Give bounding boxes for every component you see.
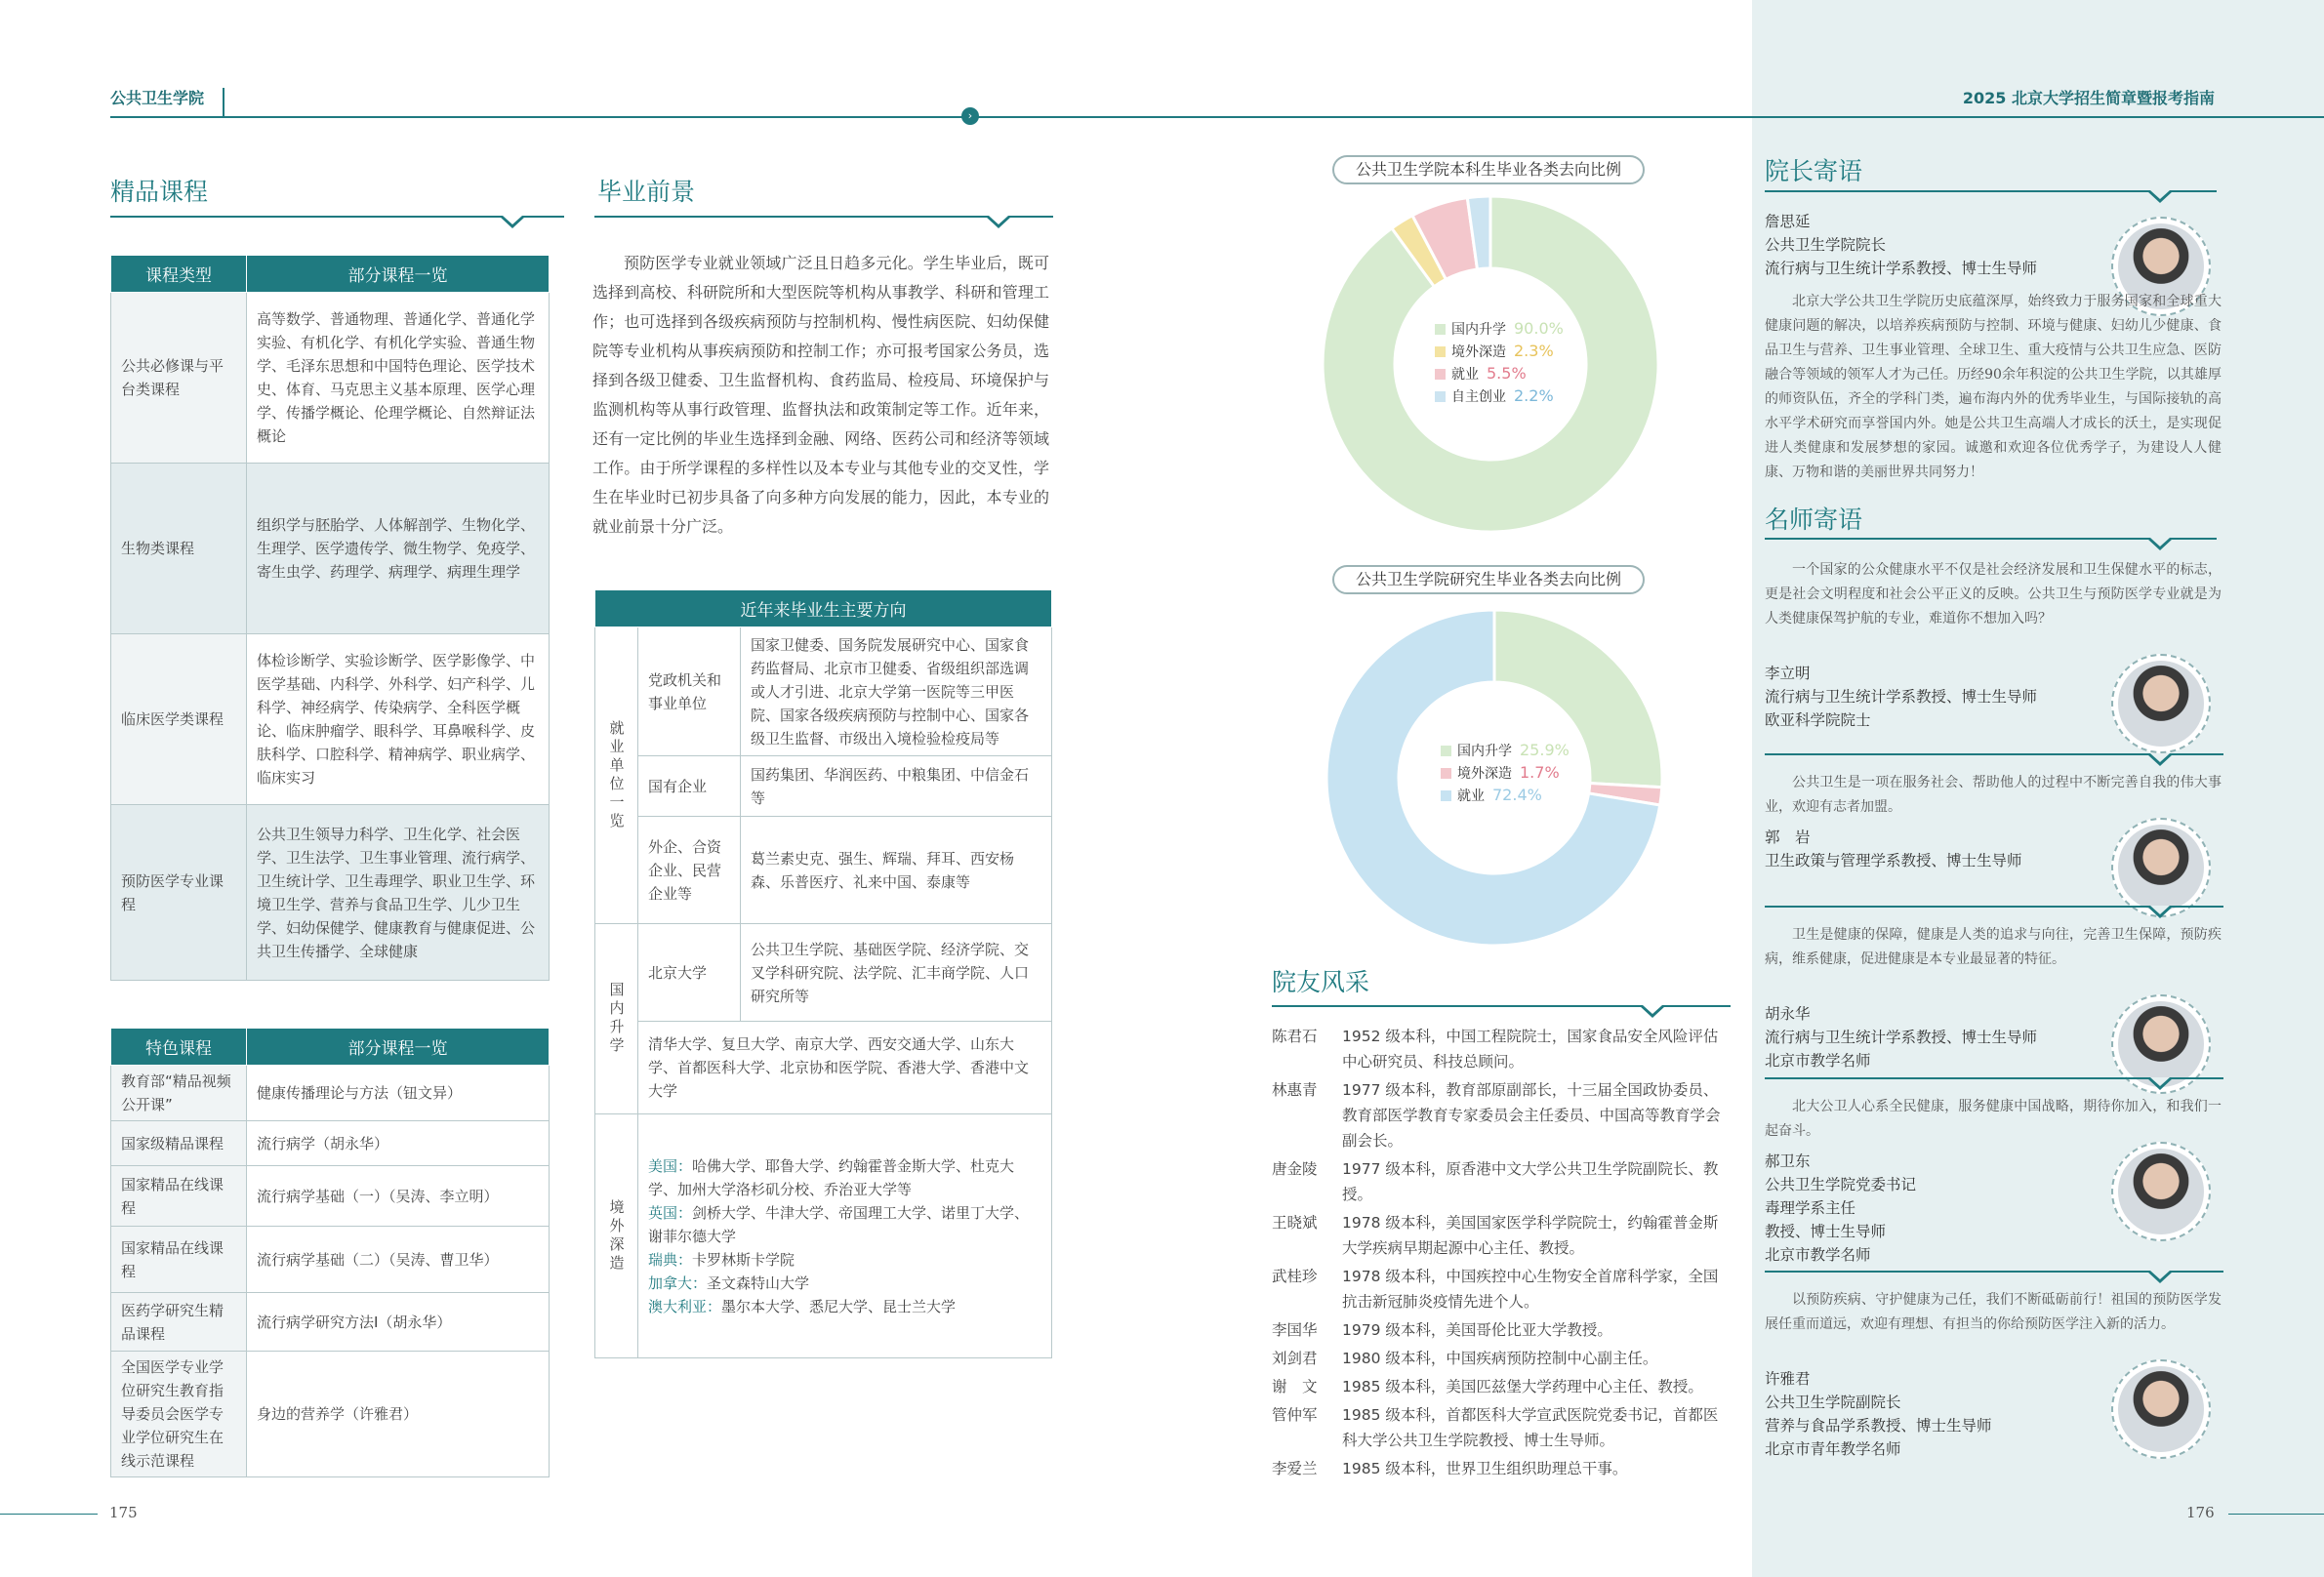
teacher-title: 公共卫生学院副院长 bbox=[1765, 1394, 1901, 1411]
legend-label: 自主创业 bbox=[1451, 389, 1506, 405]
table-row bbox=[111, 1227, 550, 1293]
featured-course-list: 身边的营养学（许雅君） bbox=[247, 1352, 550, 1477]
section-rule bbox=[594, 216, 1053, 218]
table-header: 特色课程 bbox=[111, 1029, 247, 1066]
course-list: 组织学与胚胎学、人体解剖学、生物化学、生理学、医学遗传学、微生物学、免疫学、寄生虫学、药理学、病理学、病理生理学 bbox=[247, 464, 550, 634]
alumni-list bbox=[1272, 1024, 1731, 1484]
alumni-row bbox=[1272, 1374, 1731, 1399]
legend-value: 1.7% bbox=[1520, 763, 1560, 782]
country-label: 美国： bbox=[648, 1156, 693, 1175]
direction-detail: 清华大学、复旦大学、南京大学、西安交通大学、山东大学、首都医科大学、北京协和医学院、香港大学、香港中文大学 bbox=[638, 1022, 1052, 1114]
direction-subcategory: 北京大学 bbox=[638, 924, 741, 1022]
teacher-avatar bbox=[2111, 654, 2211, 753]
alumni-name: 陈君石 bbox=[1272, 1028, 1318, 1045]
alumni-name: 李国华 bbox=[1272, 1321, 1318, 1339]
featured-course-category: 医药学研究生精品课程 bbox=[111, 1293, 247, 1352]
teacher-info bbox=[1765, 662, 2037, 732]
legend-value: 2.3% bbox=[1514, 342, 1554, 360]
page-number-right: 176 bbox=[2186, 1504, 2215, 1521]
teacher-title: 北京市教学名师 bbox=[1765, 1246, 1871, 1264]
table-row bbox=[595, 756, 1052, 817]
notch-decoration bbox=[1640, 1006, 1665, 1018]
notch-decoration bbox=[2147, 539, 2173, 550]
alumni-name: 唐金陵 bbox=[1272, 1160, 1318, 1178]
footer-rule bbox=[2228, 1514, 2324, 1515]
direction-category: 境外深造 bbox=[595, 1114, 638, 1358]
section-title-courses: 精品课程 bbox=[110, 178, 209, 206]
legend-swatch bbox=[1441, 790, 1451, 801]
legend-swatch bbox=[1435, 391, 1446, 402]
direction-category: 国内升学 bbox=[595, 924, 638, 1114]
alumni-name: 刘剑君 bbox=[1272, 1350, 1318, 1367]
featured-course-category: 国家精品在线课程 bbox=[111, 1166, 247, 1227]
chart-title: 公共卫生学院研究生毕业各类去向比例 bbox=[1332, 565, 1645, 594]
featured-course-category: 国家级精品课程 bbox=[111, 1121, 247, 1166]
table-row bbox=[595, 627, 1052, 756]
alumni-description: 1977 级本科，原香港中文大学公共卫生学院副院长、教授。 bbox=[1342, 1160, 1719, 1203]
legend-item bbox=[1435, 318, 1564, 341]
teacher-quote: 一个国家的公众健康水平不仅是社会经济发展和卫生保健水平的标志，更是社会文明程度和社会公平正义的反映。公共卫生与预防医学专业就是为人类健康保驾护航的专业，难道你不想加入吗？ bbox=[1765, 562, 2222, 627]
direction-category: 就业单位一览 bbox=[595, 627, 638, 924]
table-row bbox=[595, 1022, 1052, 1114]
teacher-title: 流行病与卫生统计学系教授、博士生导师 bbox=[1765, 688, 2038, 706]
alumni-description: 1978 级本科，中国疾控中心生物安全首席科学家，全国抗击新冠肺炎疫情先进个人。 bbox=[1342, 1268, 1719, 1311]
country-label: 瑞典： bbox=[648, 1250, 693, 1269]
featured-course-list: 健康传播理论与方法（钮文异） bbox=[247, 1066, 550, 1121]
legend-item bbox=[1435, 363, 1564, 385]
course-category: 临床医学类课程 bbox=[111, 634, 247, 805]
header-school-name: 公共卫生学院 bbox=[110, 89, 205, 107]
section-rule bbox=[110, 216, 564, 218]
table-row bbox=[595, 817, 1052, 924]
university-list: 墨尔本大学、悉尼大学、昆士兰大学 bbox=[721, 1297, 957, 1315]
teacher-title: 毒理学系主任 bbox=[1765, 1199, 1856, 1217]
teacher-avatar bbox=[2111, 1359, 2211, 1459]
featured-course-list: 流行病学（胡永华） bbox=[247, 1121, 550, 1166]
legend-swatch bbox=[1435, 324, 1446, 335]
alumni-description: 1952 级本科，中国工程院院士，国家食品安全风险评估中心研究员、科技总顾问。 bbox=[1342, 1028, 1719, 1071]
course-category: 生物类课程 bbox=[111, 464, 247, 634]
direction-detail: 葛兰素史克、强生、辉瑞、拜耳、西安杨森、乐普医疗、礼来中国、泰康等 bbox=[741, 817, 1052, 924]
alumni-row bbox=[1272, 1024, 1731, 1074]
alumni-description: 1979 级本科，美国哥伦比亚大学教授。 bbox=[1342, 1321, 1612, 1339]
legend-label: 国内升学 bbox=[1451, 322, 1506, 338]
legend-value: 2.2% bbox=[1514, 386, 1554, 405]
table-row bbox=[111, 293, 550, 464]
table-row bbox=[111, 1066, 550, 1121]
featured-course-list: 流行病学研究方法I（胡永华） bbox=[247, 1293, 550, 1352]
teacher-info bbox=[1765, 826, 2022, 872]
header-guide-title: 2025 北京大学招生简章暨报考指南 bbox=[1962, 89, 2215, 107]
direction-subcategory: 外企、合资企业、民营企业等 bbox=[638, 817, 741, 924]
prospect-paragraph: 预防医学专业就业领域广泛且日趋多元化。学生毕业后，既可选择到高校、科研院所和大型医院等机构从事教学、科研和管理工作；也可选择到各级疾病预防与控制机构、慢性病医院、妇幼保健院等专业机构从事疾病预防和控制工作；亦可报考国家公务员，选择到各级卫健委、卫生监督机构、食药监局、检疫局、环境保护与监测机构等从事行政管理、监督执法和政策制定等工作。近年来，还有一定比例的毕业生选择到金融、网络、医药公司和经济等领域工作。由于所学课程的多样性以及本专业与其他专业的交叉性，学生在毕业时已初步具备了向多种方向发展的能力，因此，本专业的就业前景十分广泛。 bbox=[592, 254, 1049, 536]
abroad-line bbox=[648, 1154, 1041, 1201]
teacher-title: 营养与食品学系教授、博士生导师 bbox=[1765, 1417, 1992, 1435]
courses-table bbox=[110, 255, 550, 981]
header-rule bbox=[110, 116, 2324, 118]
course-list: 公共卫生领导力科学、卫生化学、社会医学、卫生法学、卫生事业管理、流行病学、卫生统计学、卫生毒理学、职业卫生学、环境卫生学、营养与食品卫生学、儿少卫生学、妇幼保健学、健康教育与健康促进、公共卫生传播学、全球健康 bbox=[247, 805, 550, 981]
teacher-title: 欧亚科学院院士 bbox=[1765, 711, 1871, 729]
teacher-title: 北京市青年教学名师 bbox=[1765, 1440, 1901, 1458]
teacher-name: 胡永华 bbox=[1765, 1005, 1811, 1023]
legend-label: 就业 bbox=[1457, 788, 1485, 804]
chevron-right-icon: › bbox=[961, 107, 979, 125]
teacher-title: 北京市教学名师 bbox=[1765, 1052, 1871, 1070]
notch-decoration bbox=[986, 217, 1011, 228]
section-title-prospect: 毕业前景 bbox=[597, 178, 696, 206]
featured-course-category: 国家精品在线课程 bbox=[111, 1227, 247, 1293]
course-category: 预防医学专业课程 bbox=[111, 805, 247, 981]
legend-value: 72.4% bbox=[1492, 786, 1542, 804]
teacher-quote: 以预防疾病、守护健康为己任，我们不断砥砺前行！祖国的预防医学发展任重而道远，欢迎有理想、有担当的你给预防医学注入新的活力。 bbox=[1765, 1292, 2222, 1332]
table-header: 部分课程一览 bbox=[247, 256, 550, 293]
legend-label: 境外深造 bbox=[1457, 766, 1512, 782]
featured-courses-table bbox=[110, 1028, 550, 1477]
dean-message: 北京大学公共卫生学院历史底蕴深厚，始终致力于服务国家和全球重大健康问题的解决，以培养疾病预防与控制、环境与健康、妇幼儿少健康、食品卫生与营养、卫生事业管理、全球卫生、重大疫情与公共卫生应急、医防融合等领域的领军人才为己任。历经90余年积淀的公共卫生学院，以其雄厚的师资队伍，齐全的学科门类，遍布海内外的优秀毕业生，与国际接轨的高水平学术研究而享誉国内外。她是公共卫生高端人才成长的沃土，是实现促进人类健康和发展梦想的家园。诚邀和欢迎各位优秀学子，为建设人人健康、万物和谐的美丽世界共同努力！ bbox=[1765, 294, 2222, 480]
alumni-row bbox=[1272, 1156, 1731, 1207]
country-label: 加拿大： bbox=[648, 1274, 708, 1292]
alumni-row bbox=[1272, 1077, 1731, 1153]
notch-decoration bbox=[500, 217, 525, 228]
table-header: 部分课程一览 bbox=[247, 1029, 550, 1066]
legend-item bbox=[1435, 385, 1564, 408]
header-divider bbox=[223, 88, 224, 117]
alumni-name: 王晓斌 bbox=[1272, 1214, 1318, 1232]
alumni-name: 李爱兰 bbox=[1272, 1460, 1318, 1477]
alumni-description: 1985 级本科，首都医科大学宣武医院党委书记，首都医科大学公共卫生学院教授、博士生导师。 bbox=[1342, 1406, 1719, 1449]
footer-rule bbox=[0, 1514, 98, 1515]
alumni-row bbox=[1272, 1317, 1731, 1343]
teacher-title: 教授、博士生导师 bbox=[1765, 1223, 1887, 1240]
table-row bbox=[111, 634, 550, 805]
notch-decoration bbox=[2147, 1272, 2173, 1283]
alumni-name: 林惠青 bbox=[1272, 1081, 1318, 1099]
teacher-name: 李立明 bbox=[1765, 665, 1811, 682]
alumni-name: 武桂珍 bbox=[1272, 1268, 1318, 1285]
alumni-row bbox=[1272, 1346, 1731, 1371]
university-list: 圣文森特山大学 bbox=[707, 1274, 810, 1292]
legend-item bbox=[1441, 785, 1570, 807]
teacher-name: 许雅君 bbox=[1765, 1370, 1811, 1388]
course-list: 体检诊断学、实验诊断学、医学影像学、中医学基础、内科学、外科学、妇产科学、儿科学、神经病学、传染病学、全科医学概论、临床肿瘤学、眼科学、耳鼻喉科学、皮肤科学、口腔科学、精神病学、职业病学、临床实习 bbox=[247, 634, 550, 805]
notch-decoration bbox=[2147, 754, 2173, 766]
legend-value: 25.9% bbox=[1520, 741, 1570, 759]
table-row bbox=[111, 805, 550, 981]
graduate-directions-table bbox=[594, 589, 1052, 1358]
alumni-description: 1977 级本科，教育部原副部长，十三届全国政协委员、教育部医学教育专家委员会主任委员、中国高等教育学会副会长。 bbox=[1342, 1081, 1721, 1150]
alumni-row bbox=[1272, 1402, 1731, 1453]
teacher-info bbox=[1765, 1150, 1916, 1267]
legend-swatch bbox=[1435, 346, 1446, 357]
university-list: 卡罗林斯卡学院 bbox=[692, 1250, 795, 1269]
page-number-left: 175 bbox=[109, 1504, 138, 1521]
course-list: 高等数学、普通物理、普通化学、普通化学实验、有机化学、有机化学实验、普通生物学、毛泽东思想和中国特色理论、医学技术史、体育、马克思主义基本原理、医学心理学、传播学概论、伦理学概论、自然辩证法概论 bbox=[247, 293, 550, 464]
featured-course-list: 流行病学基础（一）（吴涛、李立明） bbox=[247, 1166, 550, 1227]
legend-label: 就业 bbox=[1451, 367, 1479, 383]
course-category: 公共必修课与平台类课程 bbox=[111, 293, 247, 464]
teacher-name: 郭 岩 bbox=[1765, 829, 1811, 846]
notch-decoration bbox=[2147, 191, 2173, 203]
legend-item bbox=[1441, 762, 1570, 785]
table-row bbox=[595, 924, 1052, 1022]
table-row bbox=[111, 1352, 550, 1477]
teacher-name: 郝卫东 bbox=[1765, 1152, 1811, 1170]
featured-course-category: 全国医学专业学位研究生教育指导委员会医学专业学位研究生在线示范课程 bbox=[111, 1352, 247, 1477]
section-title-teachers: 名师寄语 bbox=[1765, 505, 1863, 534]
legend-label: 境外深造 bbox=[1451, 344, 1506, 360]
alumni-row bbox=[1272, 1264, 1731, 1314]
teacher-avatar bbox=[2111, 818, 2211, 917]
teacher-title: 卫生政策与管理学系教授、博士生导师 bbox=[1765, 852, 2022, 869]
legend-swatch bbox=[1441, 746, 1451, 756]
table-row bbox=[111, 1121, 550, 1166]
alumni-row bbox=[1272, 1210, 1731, 1261]
legend-item bbox=[1441, 740, 1570, 762]
section-title-dean: 院长寄语 bbox=[1765, 157, 1863, 185]
teacher-title: 流行病与卫生统计学系教授、博士生导师 bbox=[1765, 1029, 2038, 1046]
teacher-info bbox=[1765, 1002, 2037, 1072]
featured-course-category: 教育部“精品视频公开课” bbox=[111, 1066, 247, 1121]
notch-decoration bbox=[2147, 907, 2173, 918]
teacher-info bbox=[1765, 1367, 1992, 1461]
legend-item bbox=[1435, 341, 1564, 363]
legend-swatch bbox=[1441, 768, 1451, 779]
notch-decoration bbox=[2147, 1078, 2173, 1090]
chart-legend bbox=[1441, 740, 1570, 807]
teacher-quote: 公共卫生是一项在服务社会、帮助他人的过程中不断完善自我的伟大事业，欢迎有志者加盟。 bbox=[1765, 775, 2222, 815]
chart-legend bbox=[1435, 318, 1564, 408]
abroad-line bbox=[648, 1272, 1041, 1295]
alumni-description: 1985 级本科，世界卫生组织助理总干事。 bbox=[1342, 1460, 1628, 1477]
teacher-quote: 卫生是健康的保障，健康是人类的追求与向往，完善卫生保障，预防疾病，维系健康，促进健康是本专业最显著的特征。 bbox=[1765, 927, 2222, 967]
direction-detail: 国药集团、华润医药、中粮集团、中信金石等 bbox=[741, 756, 1052, 817]
chart-title: 公共卫生学院本科生毕业各类去向比例 bbox=[1332, 155, 1645, 184]
teacher-title: 公共卫生学院党委书记 bbox=[1765, 1176, 1917, 1193]
dean-role: 流行病与卫生统计学系教授、博士生导师 bbox=[1765, 260, 2038, 277]
country-label: 澳大利亚： bbox=[648, 1297, 722, 1315]
legend-swatch bbox=[1435, 369, 1446, 380]
table-row bbox=[595, 1114, 1052, 1358]
direction-subcategory: 国有企业 bbox=[638, 756, 741, 817]
table-header: 近年来毕业生主要方向 bbox=[595, 590, 1052, 627]
alumni-row bbox=[1272, 1456, 1731, 1481]
alumni-description: 1978 级本科，美国国家医学科学院院士，约翰霍普金斯大学疾病早期起源中心主任、教授。 bbox=[1342, 1214, 1719, 1257]
legend-value: 90.0% bbox=[1514, 319, 1564, 338]
abroad-line bbox=[648, 1295, 1041, 1318]
alumni-name: 谢 文 bbox=[1272, 1378, 1318, 1395]
university-list: 剑桥大学、牛津大学、帝国理工大学、诺里丁大学、谢菲尔德大学 bbox=[648, 1203, 1030, 1245]
alumni-name: 管仲军 bbox=[1272, 1406, 1318, 1424]
table-row bbox=[111, 464, 550, 634]
country-label: 英国： bbox=[648, 1203, 693, 1222]
dean-role: 公共卫生学院院长 bbox=[1765, 236, 1887, 254]
featured-course-list: 流行病学基础（二）（吴涛、曹卫华） bbox=[247, 1227, 550, 1293]
table-header: 课程类型 bbox=[111, 256, 247, 293]
alumni-description: 1980 级本科，中国疾病预防控制中心副主任。 bbox=[1342, 1350, 1658, 1367]
direction-detail: 公共卫生学院、基础医学院、经济学院、交叉学科研究院、法学院、汇丰商学院、人口研究所等 bbox=[741, 924, 1052, 1022]
teacher-quote: 北大公卫人心系全民健康，服务健康中国战略，期待你加入，和我们一起奋斗。 bbox=[1765, 1099, 2222, 1139]
legend-label: 国内升学 bbox=[1457, 744, 1512, 759]
alumni-description: 1985 级本科，美国匹兹堡大学药理中心主任、教授。 bbox=[1342, 1378, 1703, 1395]
dean-name: 詹思延 bbox=[1765, 213, 1811, 230]
table-row bbox=[111, 1293, 550, 1352]
abroad-list bbox=[638, 1114, 1052, 1358]
direction-subcategory: 党政机关和事业单位 bbox=[638, 627, 741, 756]
abroad-line bbox=[648, 1248, 1041, 1272]
abroad-line bbox=[648, 1201, 1041, 1248]
teacher-avatar bbox=[2111, 1142, 2211, 1241]
direction-detail: 国家卫健委、国务院发展研究中心、国家食药监督局、北京市卫健委、省级组织部选调或人才引进、北京大学第一医院等三甲医院、国家各级疾病预防与控制中心、国家各级卫生监督、市级出入境检验检疫局等 bbox=[741, 627, 1052, 756]
table-row bbox=[111, 1166, 550, 1227]
university-list: 哈佛大学、耶鲁大学、约翰霍普金斯大学、杜克大学、加州大学洛杉矶分校、乔治亚大学等 bbox=[648, 1156, 1015, 1198]
legend-value: 5.5% bbox=[1487, 364, 1527, 383]
section-title-alumni: 院友风采 bbox=[1272, 968, 1370, 996]
